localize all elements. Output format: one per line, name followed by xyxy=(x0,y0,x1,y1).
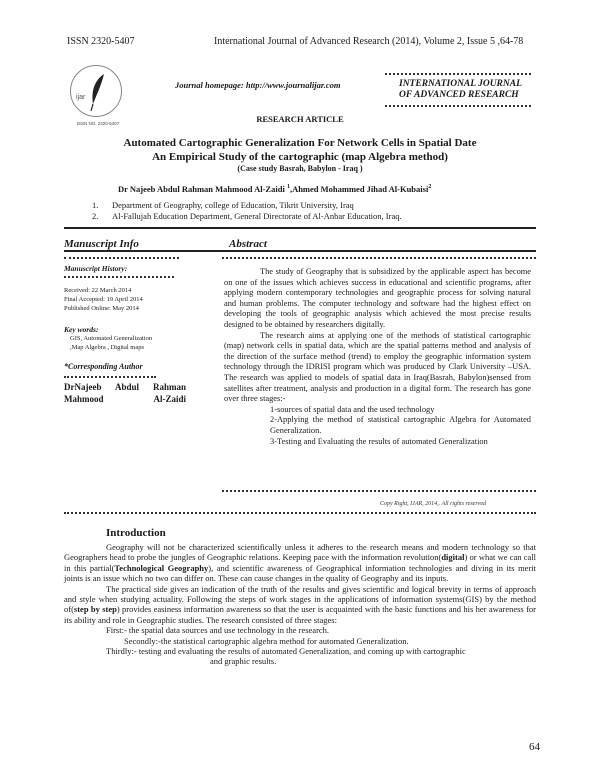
intro-paragraph-1 xyxy=(64,542,536,584)
intro-p2-text: The practical side gives an indication of the truth of the results and gives scientific and logical brevity in terms of approach and style when studying actuality. Following the steps of work stages in the applications of information systems(GIS) by the method of( xyxy=(64,583,536,615)
intro-paragraph-2 xyxy=(64,584,536,626)
article-type: RESEARCH ARTICLE xyxy=(256,114,344,124)
section-rule xyxy=(64,227,536,229)
abstract-stage-1: 1-sources of spatial data and the used technology xyxy=(270,404,435,414)
published-date: Published Online: May 2014 xyxy=(64,305,139,312)
dotted-rule xyxy=(222,257,536,259)
author-2: Ahmed Mohammed Jihad Al-Kubaisi xyxy=(292,184,429,194)
introduction-heading: Introduction xyxy=(106,527,166,539)
received-date: Received: 22 March 2014 xyxy=(64,287,132,294)
affiliation-2 xyxy=(92,211,402,221)
corresponding-author: DrNajeeb Abdul Rahman Mahmood Al-Zaidi xyxy=(64,382,186,404)
journal-name-line1: INTERNATIONAL JOURNAL xyxy=(399,79,522,89)
logo-issn: ISSN NO. 2320-5407 xyxy=(76,121,120,126)
affiliation-1 xyxy=(92,200,354,210)
affiliation-num: 2. xyxy=(92,211,99,221)
keywords-line1: GIS, Automated Generalization xyxy=(70,335,153,342)
accepted-date: Final Accepted: 19 April 2014 xyxy=(64,296,143,303)
stage-third: Thirdly:- testing and evaluating the results of automated Generalization, and coming up with cartographic xyxy=(106,646,466,657)
page-number: 64 xyxy=(529,741,540,753)
dotted-rule xyxy=(385,105,531,107)
author-sep: , xyxy=(289,184,293,194)
keywords-label: Key words: xyxy=(64,325,99,334)
stage-first: First:- the spatial data sources and use technology in the research. xyxy=(106,625,330,636)
journal-homepage: Journal homepage: http://www.journalijar.com xyxy=(175,80,341,90)
abstract-stage-3: 3-Testing and Evaluating the results of automated Generalization xyxy=(270,436,488,446)
journal-name xyxy=(385,75,531,105)
abstract-paragraph-2: The research aims at applying one of the methods of statistical cartographic (map) network cells in spatial data, which are the spatial patterns method and analysis of the direction of the surface method (trend) to employ the geographic information system technology through the IDRISI program which was produced by Clark University –USA. The research was applied to models of spatial data in Iraq(Basrah, Babylon)sensed from satellites after treatment, analysis and production in a digital form. The research has gone over three stages:- xyxy=(224,330,531,404)
authors xyxy=(118,184,431,194)
intro-p1-bold: Technological Geography xyxy=(114,562,209,573)
section-rule xyxy=(64,250,536,252)
header-journal-line: International Journal of Advanced Research (2014), Volume 2, Issue 5 ,64-78 xyxy=(214,36,524,47)
author-2-sup: 2 xyxy=(428,184,432,191)
intro-p1-text: ) or what we can call in this partial( xyxy=(64,552,536,573)
intro-p2-text: ) provides easiness information awareness so that the user is acquainted with the basic functions and his her awareness for its ability and role in Geographic studies. The research consisted of three stages: xyxy=(64,604,536,625)
dotted-rule xyxy=(64,512,536,514)
affiliation-num: 1. xyxy=(92,200,99,210)
intro-p1-bold: digital xyxy=(441,552,465,563)
intro-p1-text: Geography will not be characterized scientifically unless it adheres to the research means and modern technology so that Geographers head to probe the jungles of Geographic relations. Keeping pace with the information revolution( xyxy=(64,542,536,563)
intro-p1-text: ), and scientific awareness of Geographical information technologies and diving in its merit joints is an issue which no two can differ on. These can cause changes in the quality of Geography and its inputs. xyxy=(64,562,537,584)
dotted-rule xyxy=(222,490,536,492)
journal-name-line2: OF ADVANCED RESEARCH xyxy=(399,90,519,100)
author-1: Dr Najeeb Abdul Rahman Mahmood Al-Zaidi xyxy=(118,184,285,194)
stage-third-cont: and graphic results. xyxy=(210,656,277,667)
abstract-stage-2: 2-Applying the method of statistical cartographic Algebra for Automated Generalization. xyxy=(270,415,531,435)
abstract-heading: Abstract xyxy=(229,238,267,250)
affiliation-text: Al-Fallujah Education Department, General Directorate of Al-Anbar Education, Iraq. xyxy=(112,211,402,221)
dotted-rule xyxy=(64,276,174,278)
manuscript-info-heading: Manuscript Info xyxy=(64,238,139,250)
affiliation-text: Department of Geography, college of Education, Tikrit University, Iraq xyxy=(112,200,354,210)
author-1-sup: 1 xyxy=(286,184,290,191)
copyright: Copy Right, IJAR, 2014,. All rights reserved xyxy=(380,501,486,507)
history-label: Manuscript History: xyxy=(64,264,128,273)
title-line2: An Empirical Study of the cartographic (map Algebra method) xyxy=(152,151,448,163)
logo-emblem xyxy=(70,65,122,117)
intro-p2-bold: step by step xyxy=(73,604,117,615)
header-issn: ISSN 2320-5407 xyxy=(67,36,135,47)
stage-second: Secondly:-the statistical cartographic algebra method for automated Generalization. xyxy=(124,635,409,646)
dotted-rule xyxy=(64,376,156,378)
quill-icon xyxy=(71,66,123,118)
introduction-body xyxy=(64,542,536,667)
corresponding-label: *Corresponding Author xyxy=(64,362,143,371)
title-line1: Automated Cartographic Generalization For Network Cells in Spatial Date xyxy=(123,137,477,149)
abstract-paragraph-1: The study of Geography that is subsidized by the applicable aspect has become on one of the issues which achieves success in educational and scientific programs, after applying modern contemporary technologies and geographic process for solving natural and human problems. The computer technology and software had the highest effect on developing the tools of geographic analysis which achieved the most precise results designed to be obtained by researchers digitally. xyxy=(224,267,531,329)
title-line3: (Case study Basrah, Babylon - Iraq ) xyxy=(237,164,363,173)
keywords-line2: ,Map Algebra , Digital maps xyxy=(70,344,145,351)
abstract-body xyxy=(224,267,531,447)
dotted-rule xyxy=(64,257,179,259)
journal-name-box xyxy=(385,73,531,107)
logo-label: ijar xyxy=(76,94,86,101)
manuscript-info xyxy=(64,264,189,405)
